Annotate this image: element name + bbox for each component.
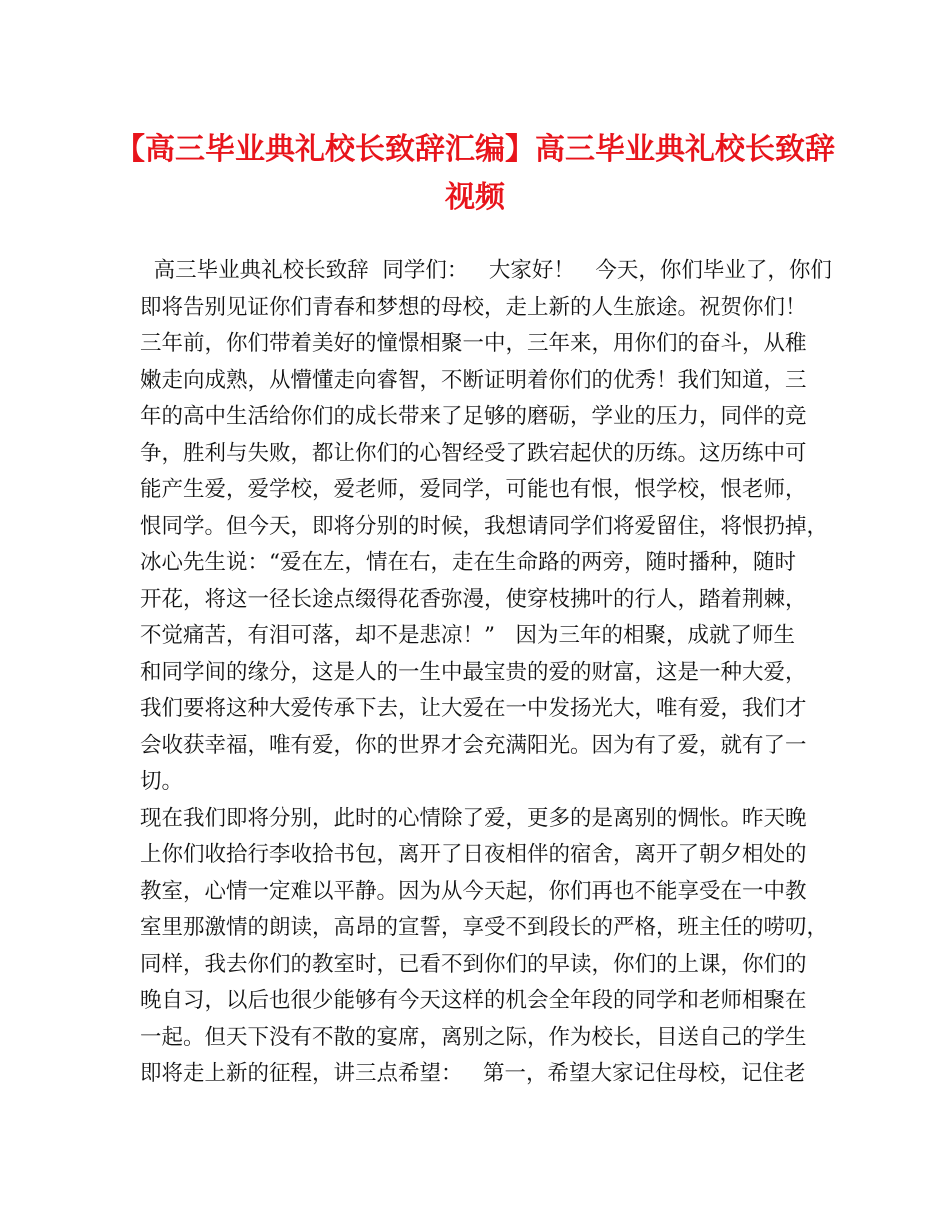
body-line: 同样，我去你们的教室时，已看不到你们的早读，你们的上课，你们的 xyxy=(140,951,807,977)
body-line: 不觉痛苦，有泪可落，却不是悲凉！” 因为三年的相聚，成就了师生 xyxy=(140,623,795,648)
title-line-2: 视频 xyxy=(445,180,505,215)
body-line: 室里那激情的朗读，高昂的宣誓，享受不到段长的严格，班主任的唠叨， xyxy=(140,915,829,940)
body-line: 三年前，你们带着美好的憧憬相聚一中，三年来，用你们的奋斗，从稚 xyxy=(140,331,807,356)
body-line: 会收获幸福，唯有爱，你的世界才会充满阳光。因为有了爱，就有了一 xyxy=(140,732,807,758)
body-line: 高三毕业典礼校长致辞 同学们： 大家好！ 今天，你们毕业了，你们 xyxy=(140,258,832,283)
title-line-1: 【高三毕业典礼校长致辞汇编】高三毕业典礼校长致辞 xyxy=(115,132,835,167)
body-line: 我们要将这种大爱传承下去，让大爱在一中发扬光大，唯有爱，我们才 xyxy=(140,696,807,721)
body-line: 年的高中生活给你们的成长带来了足够的磨砺，学业的压力，同伴的竞 xyxy=(140,404,807,429)
body-line: 嫩走向成熟，从懵懂走向睿智，不断证明着你们的优秀！我们知道，三 xyxy=(140,367,807,393)
body-line: 教室，心情一定难以平静。因为从今天起，你们再也不能享受在一中教 xyxy=(140,878,807,904)
body-line: 一起。但天下没有不散的宴席，离别之际，作为校长，目送自己的学生 xyxy=(140,1024,807,1050)
body-line: 晚自习，以后也很少能够有今天这样的机会全年段的同学和老师相聚在 xyxy=(140,988,807,1013)
body-line: 切。 xyxy=(140,769,184,794)
body-line: 现在我们即将分别，此时的心情除了爱，更多的是离别的惆怅。昨天晚 xyxy=(140,805,807,831)
document-body xyxy=(140,253,832,1093)
body-line: 争，胜利与失败，都让你们的心智经受了跌宕起伏的历练。这历练中可 xyxy=(140,440,807,466)
body-line: 恨同学。但今天，即将分别的时候，我想请同学们将爱留住，将恨扔掉， xyxy=(140,513,829,539)
body-line: 能产生爱，爱学校，爱老师，爱同学，可能也有恨，恨学校，恨老师， xyxy=(140,477,807,502)
body-line: 和同学间的缘分，这是人的一生中最宝贵的爱的财富，这是一种大爱， xyxy=(140,659,807,685)
body-line: 开花，将这一径长途点缀得花香弥漫，使穿枝拂叶的行人，踏着荆棘， xyxy=(140,586,807,612)
body-line: 冰心先生说：“爱在左，情在右，走在生命路的两旁，随时播种，随时 xyxy=(140,550,796,575)
document-title xyxy=(60,126,890,222)
body-line: 上你们收拾行李收拾书包，离开了日夜相伴的宿舍，离开了朝夕相处的 xyxy=(140,842,807,867)
body-line: 即将走上新的征程，讲三点希望： 第一，希望大家记住母校，记住老 xyxy=(140,1061,806,1086)
body-line: 即将告别见证你们青春和梦想的母校，走上新的人生旅途。祝贺你们！ xyxy=(140,294,807,320)
